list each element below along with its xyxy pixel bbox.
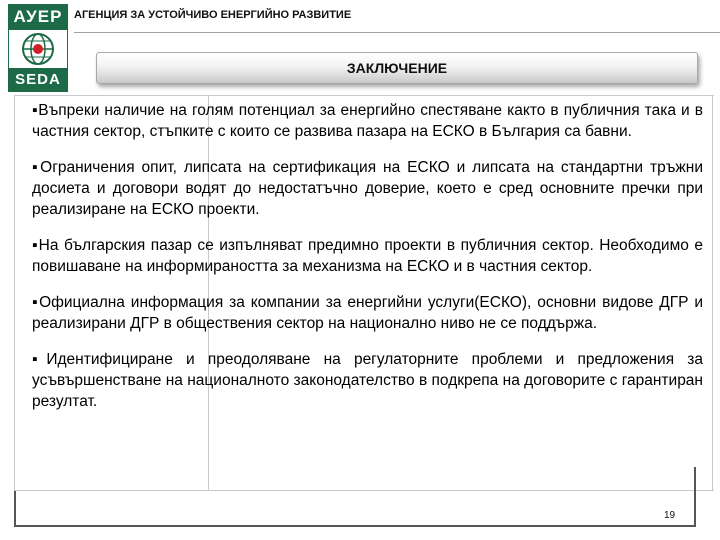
content-frame-bottom (14, 490, 714, 491)
bullet-item: ▪Идентифициране и преодоляване на регулаторните проблеми и предложения за усъвършенстване на националното законодателство в подкрепа на договорите с гарантиран резултат. (32, 351, 703, 410)
bullet-list (32, 100, 703, 427)
page-number: 19 (664, 510, 676, 521)
agency-title: АГЕНЦИЯ ЗА УСТОЙЧИВО ЕНЕРГИЙНО РАЗВИТИЕ (74, 9, 352, 21)
bullet-item: ▪Официална информация за компании за енергийни услуги(ЕСКО), основни видове ДГР и реализирани ДГР в обществения сектор на национално ниво не се поддържа. (32, 294, 703, 332)
content-frame-left (14, 95, 15, 490)
bullet-item: ▪Въпреки наличие на голям потенциал за енергийно спестяване както в публичния така и в частния сектор, стъпките с които се развива пазара на ЕСКО в България са бавни. (32, 102, 703, 140)
globe-icon (9, 30, 67, 68)
footer-frame (14, 495, 696, 527)
footer-frame-tick-left (14, 491, 16, 497)
content-frame-top (14, 95, 714, 96)
logo-top-text: АУЕР (8, 4, 68, 30)
content-frame-right (712, 95, 713, 490)
slide-title: ЗАКЛЮЧЕНИЕ (96, 52, 698, 84)
bullet-item: ▪На българския пазар се изпълняват предимно проекти в публичния сектор. Необходимо е повишаване на информираността за механизма на ЕСКО и в частния сектор. (32, 237, 703, 275)
logo-bottom-text: SEDA (8, 68, 68, 92)
header-divider (74, 32, 720, 33)
footer-frame-tick-right (694, 467, 696, 497)
bullet-item: ▪Ограничения опит, липсата на сертификация на ЕСКО и липсата на стандартни тръжни досиета и договори водят до недостатъчно доверие, което е сред основните пречки при реализиране на ЕСКО проекти. (32, 159, 703, 218)
logo-emblem (8, 30, 68, 68)
seda-logo (8, 4, 68, 92)
